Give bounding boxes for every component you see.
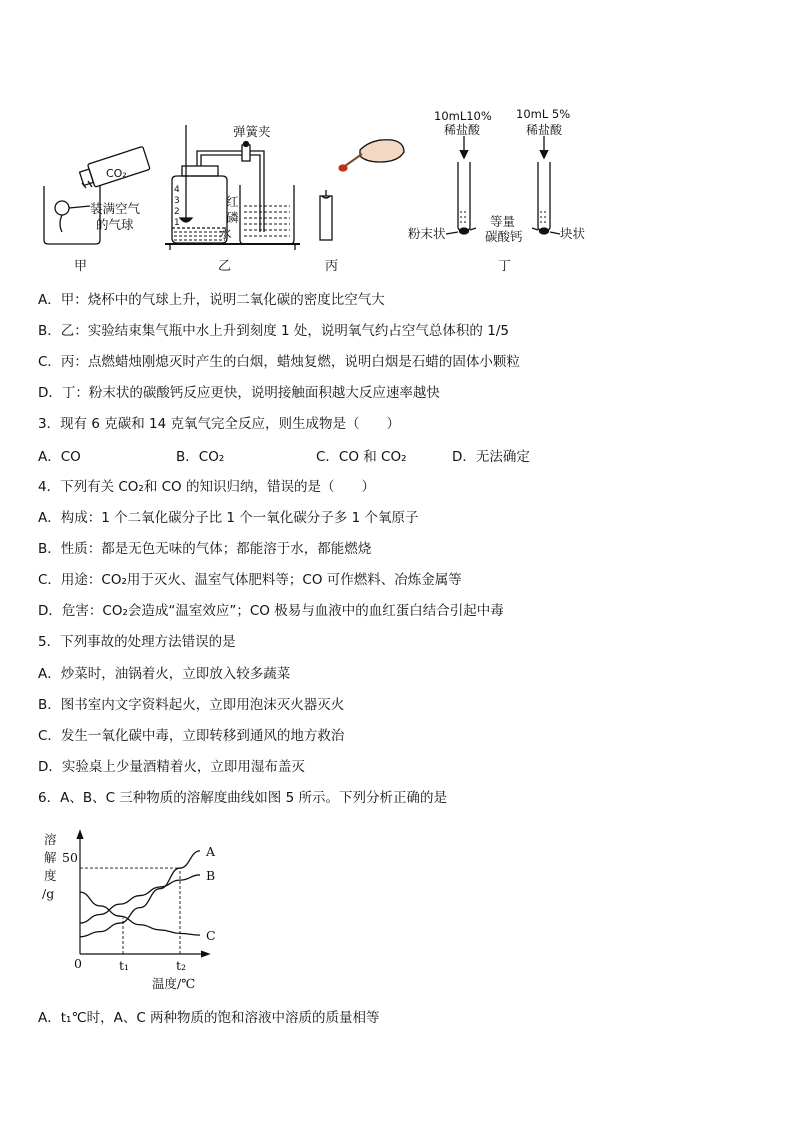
figure-bing bbox=[320, 140, 404, 240]
caption-bing: 丙 bbox=[325, 259, 339, 274]
x-tick-t2: t₂ bbox=[176, 958, 187, 973]
solubility-chart bbox=[36, 826, 226, 996]
caption-ding: 丁 bbox=[498, 259, 512, 274]
x-tick-t1: t₁ bbox=[119, 958, 130, 973]
series-label-b: B bbox=[206, 867, 216, 883]
tick-1: 1 bbox=[174, 218, 180, 228]
acid-left-conc: 10mL10% bbox=[434, 109, 492, 123]
tick-4: 4 bbox=[174, 185, 180, 195]
co2-bottle-label: CO₂ bbox=[106, 167, 127, 180]
tick-2: 2 bbox=[174, 207, 180, 217]
origin-label: 0 bbox=[74, 956, 82, 971]
y-tick-50: 50 bbox=[62, 850, 78, 865]
balloon-label-1: 装满空气 bbox=[90, 201, 141, 216]
balloon-icon bbox=[55, 201, 69, 215]
acid-right-label: 稀盐酸 bbox=[526, 123, 563, 137]
q5-option-d: D．实验桌上少量酒精着火，立即用湿布盖灭 bbox=[38, 759, 305, 775]
water-beaker-icon bbox=[240, 185, 294, 244]
q3-option-d: D．无法确定 bbox=[452, 449, 530, 465]
q6-option-a: A．t₁℃时，A、C 两种物质的饱和溶液中溶质的质量相等 bbox=[38, 1010, 380, 1026]
caption-jia: 甲 bbox=[74, 259, 88, 274]
curve-a bbox=[80, 851, 200, 937]
curve-c bbox=[80, 892, 200, 935]
q5-option-a: A．炒菜时，油锅着火，立即放入较多蔬菜 bbox=[38, 666, 291, 682]
experiment-figure bbox=[0, 0, 794, 290]
q3-option-b: B．CO₂ bbox=[176, 449, 225, 465]
powder-label: 粉末状 bbox=[408, 226, 446, 241]
x-axis-label: 温度/℃ bbox=[152, 976, 196, 991]
q5-option-b: B．图书室内文字资料起火，立即用泡沫灭火器灭火 bbox=[38, 697, 345, 713]
q3-option-a: A．CO bbox=[38, 449, 81, 465]
candle-icon bbox=[320, 196, 332, 240]
curve-b bbox=[80, 875, 200, 923]
ylabel-char-4: /g bbox=[42, 886, 55, 901]
clamp-label: 弹簧夹 bbox=[233, 124, 271, 139]
q6-stem: 6．A、B、C 三种物质的溶解度曲线如图 5 所示。下列分析正确的是 bbox=[38, 790, 447, 806]
q4-option-c: C．用途：CO₂用于灭火、温室气体肥料等；CO 可作燃料、冶炼金属等 bbox=[38, 572, 462, 588]
ylabel-char-3: 度 bbox=[44, 868, 57, 883]
figure-yi bbox=[165, 125, 300, 250]
acid-left-label: 稀盐酸 bbox=[444, 123, 481, 137]
q4-option-a: A．构成：1 个二氧化碳分子比 1 个一氧化碳分子多 1 个氧原子 bbox=[38, 510, 419, 526]
q2-option-c: C．丙：点燃蜡烛刚熄灭时产生的白烟，蜡烛复燃，说明白烟是石蜡的固体小颗粒 bbox=[38, 354, 520, 370]
red-phosphorus-label-1: 红 bbox=[226, 194, 239, 209]
lump-label: 块状 bbox=[560, 226, 586, 241]
balloon-label-2: 的气球 bbox=[96, 217, 134, 232]
water-label: 水 bbox=[219, 226, 232, 241]
q3-options bbox=[38, 445, 738, 465]
acid-right-conc: 10mL 5% bbox=[516, 107, 571, 121]
tick-3: 3 bbox=[174, 196, 180, 206]
ylabel-char-1: 溶 bbox=[44, 832, 57, 847]
q5-option-c: C．发生一氧化碳中毒，立即转移到通风的地方救治 bbox=[38, 728, 345, 744]
q5-stem: 5．下列事故的处理方法错误的是 bbox=[38, 634, 236, 650]
q2-option-d: D．丁：粉末状的碳酸钙反应更快，说明接触面积越大反应速率越快 bbox=[38, 385, 440, 401]
q4-option-b: B．性质：都是无色无味的气体；都能溶于水，都能燃烧 bbox=[38, 541, 372, 557]
caption-yi: 乙 bbox=[218, 259, 232, 274]
calcium-carbonate-label: 碳酸钙 bbox=[485, 229, 523, 244]
series-label-c: C bbox=[206, 928, 216, 944]
red-phosphorus-label-2: 磷 bbox=[226, 210, 239, 225]
q4-stem: 4．下列有关 CO₂和 CO 的知识归纳，错误的是（ ） bbox=[38, 479, 375, 495]
q2-option-a: A．甲：烧杯中的气球上升，说明二氧化碳的密度比空气大 bbox=[38, 292, 385, 308]
hand-icon bbox=[360, 140, 404, 162]
series-label-a: A bbox=[206, 843, 216, 859]
q3-stem: 3．现有 6 克碳和 14 克氧气完全反应，则生成物是（ ） bbox=[38, 416, 401, 432]
q4-option-d: D．危害：CO₂会造成“温室效应”；CO 极易与血液中的血红蛋白结合引起中毒 bbox=[38, 603, 504, 619]
equal-amount-label: 等量 bbox=[490, 214, 516, 229]
q2-option-b: B．乙：实验结束集气瓶中水上升到刻度 1 处，说明氧气约占空气总体积的 1/5 bbox=[38, 323, 509, 339]
ylabel-char-2: 解 bbox=[44, 850, 57, 865]
q3-option-c: C．CO 和 CO₂ bbox=[316, 449, 407, 465]
